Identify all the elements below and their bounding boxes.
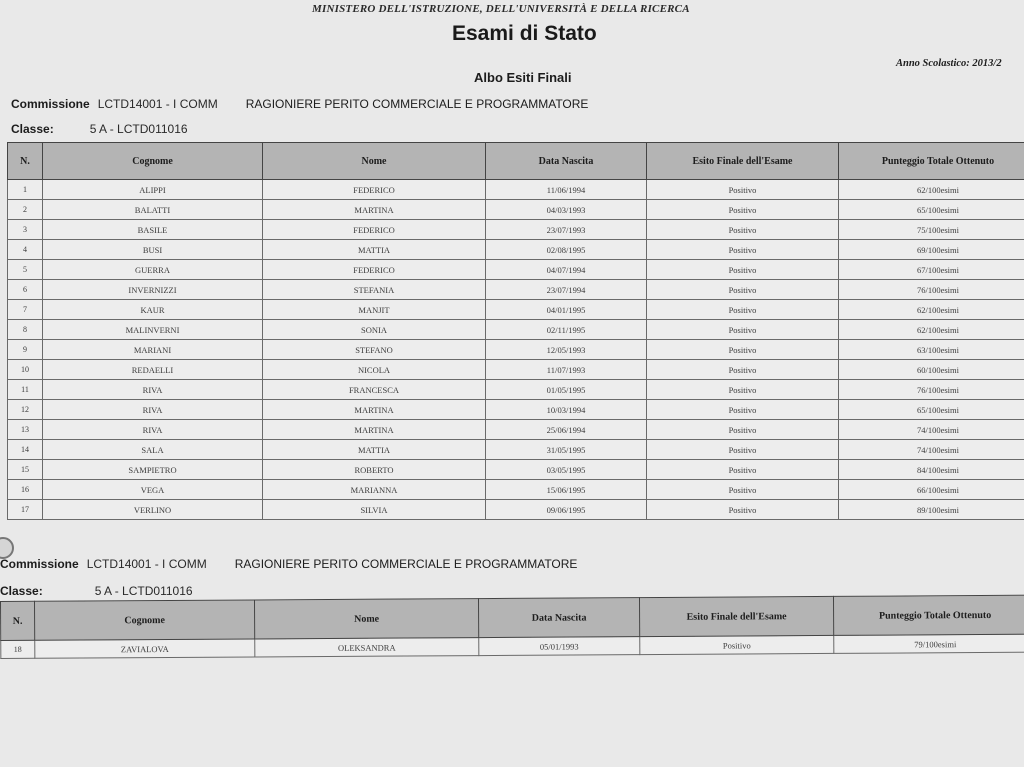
cell-punteggio: 60/100esimi <box>839 360 1024 380</box>
col-header-punteggio: Punteggio Totale Ottenuto <box>833 595 1024 635</box>
table-row <box>8 340 1024 360</box>
cell-nome: MARTINA <box>263 200 486 220</box>
cell-data-nascita: 02/08/1995 <box>486 240 647 260</box>
cell-esito: Positivo <box>647 240 839 260</box>
cell-nome: FRANCESCA <box>263 380 486 400</box>
school-year: Anno Scolastico: 2013/2 <box>896 58 1002 69</box>
table-row <box>8 440 1024 460</box>
cell-esito: Positivo <box>647 360 839 380</box>
table-row <box>8 480 1024 500</box>
cell-data-nascita: 11/06/1994 <box>486 180 647 200</box>
cell-cognome: VEGA <box>43 480 263 500</box>
classe-line <box>11 122 188 136</box>
cell-n: 10 <box>8 360 43 380</box>
table-row <box>8 300 1024 320</box>
commissione-line-2 <box>0 557 577 571</box>
cell-nome: SILVIA <box>263 500 486 520</box>
cell-punteggio: 79/100esimi <box>834 634 1024 653</box>
cell-nome: MATTIA <box>263 240 486 260</box>
col-header-punteggio: Punteggio Totale Ottenuto <box>839 143 1024 180</box>
cell-esito: Positivo <box>647 500 839 520</box>
results-table-2 <box>0 595 1024 659</box>
table-row <box>8 180 1024 200</box>
cell-n: 4 <box>8 240 43 260</box>
cell-n: 3 <box>8 220 43 240</box>
table-row <box>8 420 1024 440</box>
table-row <box>8 380 1024 400</box>
cell-data-nascita: 04/01/1995 <box>486 300 647 320</box>
cell-cognome: RIVA <box>43 380 263 400</box>
classe-line-2 <box>0 584 193 598</box>
cell-nome: FEDERICO <box>263 220 486 240</box>
commissione-desc: RAGIONIERE PERITO COMMERCIALE E PROGRAMMATORE <box>245 97 589 111</box>
cell-cognome: INVERNIZZI <box>43 280 263 300</box>
cell-esito: Positivo <box>647 460 839 480</box>
cell-nome: MARIANNA <box>263 480 486 500</box>
cell-n: 9 <box>8 340 43 360</box>
cell-nome: MARTINA <box>263 400 486 420</box>
cell-punteggio: 63/100esimi <box>839 340 1024 360</box>
cell-data-nascita: 05/01/1993 <box>479 637 640 656</box>
cell-cognome: BALATTI <box>43 200 263 220</box>
cell-nome: NICOLA <box>263 360 486 380</box>
cell-esito: Positivo <box>647 480 839 500</box>
cell-punteggio: 69/100esimi <box>839 240 1024 260</box>
cell-data-nascita: 04/07/1994 <box>486 260 647 280</box>
cell-esito: Positivo <box>647 400 839 420</box>
cell-cognome: SAMPIETRO <box>43 460 263 480</box>
cell-punteggio: 84/100esimi <box>839 460 1024 480</box>
cell-nome: STEFANIA <box>263 280 486 300</box>
cell-nome: MANJIT <box>263 300 486 320</box>
cell-data-nascita: 15/06/1995 <box>486 480 647 500</box>
cell-esito: Positivo <box>647 420 839 440</box>
cell-cognome: REDAELLI <box>43 360 263 380</box>
cell-esito: Positivo <box>647 300 839 320</box>
cell-cognome: RIVA <box>43 420 263 440</box>
results-table-body <box>8 180 1024 520</box>
commissione-desc: RAGIONIERE PERITO COMMERCIALE E PROGRAMMATORE <box>234 557 578 571</box>
cell-n: 1 <box>8 180 43 200</box>
cell-n: 12 <box>8 400 43 420</box>
cell-nome: OLEKSANDRA <box>255 638 479 657</box>
cell-cognome: VERLINO <box>43 500 263 520</box>
cell-punteggio: 76/100esimi <box>839 380 1024 400</box>
cell-punteggio: 66/100esimi <box>839 480 1024 500</box>
table-row <box>8 360 1024 380</box>
cell-esito: Positivo <box>647 260 839 280</box>
cell-esito: Positivo <box>647 380 839 400</box>
table-row <box>8 400 1024 420</box>
cell-n: 6 <box>8 280 43 300</box>
col-header-n: N. <box>1 601 35 640</box>
ministry-heading: MINISTERO DELL'ISTRUZIONE, DELL'UNIVERSITÀ E DELLA RICERCA <box>312 3 690 15</box>
cell-cognome: MALINVERNI <box>43 320 263 340</box>
cell-esito: Positivo <box>647 180 839 200</box>
cell-punteggio: 65/100esimi <box>839 400 1024 420</box>
cell-esito: Positivo <box>647 280 839 300</box>
page-subtitle: Albo Esiti Finali <box>474 70 572 85</box>
cell-esito: Positivo <box>647 340 839 360</box>
cell-punteggio: 74/100esimi <box>839 420 1024 440</box>
cell-punteggio: 89/100esimi <box>839 500 1024 520</box>
table-row <box>8 280 1024 300</box>
cell-nome: MARTINA <box>263 420 486 440</box>
cell-cognome: ALIPPI <box>43 180 263 200</box>
cell-punteggio: 67/100esimi <box>839 260 1024 280</box>
cell-cognome: BASILE <box>43 220 263 240</box>
cell-nome: FEDERICO <box>263 180 486 200</box>
cell-esito: Positivo <box>640 635 834 654</box>
cell-n: 13 <box>8 420 43 440</box>
cell-data-nascita: 02/11/1995 <box>486 320 647 340</box>
cell-nome: ROBERTO <box>263 460 486 480</box>
cell-nome: SONIA <box>263 320 486 340</box>
cell-cognome: ZAVIALOVA <box>35 639 255 658</box>
cell-punteggio: 74/100esimi <box>839 440 1024 460</box>
classe-label: Classe: <box>11 122 54 136</box>
commissione-line <box>11 97 588 111</box>
cell-nome: FEDERICO <box>263 260 486 280</box>
col-header-n: N. <box>8 143 43 180</box>
cell-data-nascita: 31/05/1995 <box>486 440 647 460</box>
commissione-label: Commissione <box>0 557 79 571</box>
cell-esito: Positivo <box>647 220 839 240</box>
col-header-data-nascita: Data Nascita <box>478 598 639 638</box>
cell-data-nascita: 23/07/1994 <box>486 280 647 300</box>
col-header-esito: Esito Finale dell'Esame <box>647 143 839 180</box>
cell-n: 8 <box>8 320 43 340</box>
pushpin <box>0 537 14 559</box>
commissione-code: LCTD14001 - I COMM <box>97 97 218 111</box>
col-header-cognome: Cognome <box>43 143 263 180</box>
cell-data-nascita: 12/05/1993 <box>486 340 647 360</box>
cell-data-nascita: 04/03/1993 <box>486 200 647 220</box>
cell-punteggio: 62/100esimi <box>839 180 1024 200</box>
table-row <box>8 500 1024 520</box>
classe-value: 5 A - LCTD011016 <box>89 122 188 136</box>
page-title: Esami di Stato <box>452 22 597 45</box>
table-header-row <box>8 143 1024 180</box>
cell-punteggio: 75/100esimi <box>839 220 1024 240</box>
cell-n: 18 <box>1 640 35 658</box>
cell-n: 16 <box>8 480 43 500</box>
cell-data-nascita: 11/07/1993 <box>486 360 647 380</box>
cell-esito: Positivo <box>647 200 839 220</box>
col-header-data-nascita: Data Nascita <box>486 143 647 180</box>
cell-nome: MATTIA <box>263 440 486 460</box>
table-header-row <box>1 595 1024 640</box>
cell-n: 7 <box>8 300 43 320</box>
commissione-label: Commissione <box>11 97 90 111</box>
table-row <box>8 200 1024 220</box>
col-header-cognome: Cognome <box>35 600 255 640</box>
table-row <box>8 220 1024 240</box>
cell-punteggio: 65/100esimi <box>839 200 1024 220</box>
col-header-esito: Esito Finale dell'Esame <box>639 596 833 636</box>
cell-cognome: KAUR <box>43 300 263 320</box>
table-row <box>8 260 1024 280</box>
cell-n: 15 <box>8 460 43 480</box>
cell-n: 5 <box>8 260 43 280</box>
cell-data-nascita: 09/06/1995 <box>486 500 647 520</box>
cell-data-nascita: 23/07/1993 <box>486 220 647 240</box>
cell-esito: Positivo <box>647 320 839 340</box>
cell-esito: Positivo <box>647 440 839 460</box>
cell-cognome: MARIANI <box>43 340 263 360</box>
cell-n: 14 <box>8 440 43 460</box>
cell-data-nascita: 25/06/1994 <box>486 420 647 440</box>
classe-label: Classe: <box>0 584 43 598</box>
results-table <box>7 142 1024 520</box>
table-row <box>8 320 1024 340</box>
cell-data-nascita: 01/05/1995 <box>486 380 647 400</box>
cell-nome: STEFANO <box>263 340 486 360</box>
cell-punteggio: 76/100esimi <box>839 280 1024 300</box>
cell-data-nascita: 10/03/1994 <box>486 400 647 420</box>
cell-cognome: RIVA <box>43 400 263 420</box>
col-header-nome: Nome <box>263 143 486 180</box>
cell-n: 11 <box>8 380 43 400</box>
col-header-nome: Nome <box>254 599 478 639</box>
cell-cognome: BUSI <box>43 240 263 260</box>
cell-punteggio: 62/100esimi <box>839 320 1024 340</box>
cell-n: 17 <box>8 500 43 520</box>
classe-value: 5 A - LCTD011016 <box>94 584 193 598</box>
table-row <box>8 460 1024 480</box>
commissione-code: LCTD14001 - I COMM <box>86 557 207 571</box>
cell-punteggio: 62/100esimi <box>839 300 1024 320</box>
cell-cognome: SALA <box>43 440 263 460</box>
table-row <box>8 240 1024 260</box>
cell-n: 2 <box>8 200 43 220</box>
cell-cognome: GUERRA <box>43 260 263 280</box>
cell-data-nascita: 03/05/1995 <box>486 460 647 480</box>
